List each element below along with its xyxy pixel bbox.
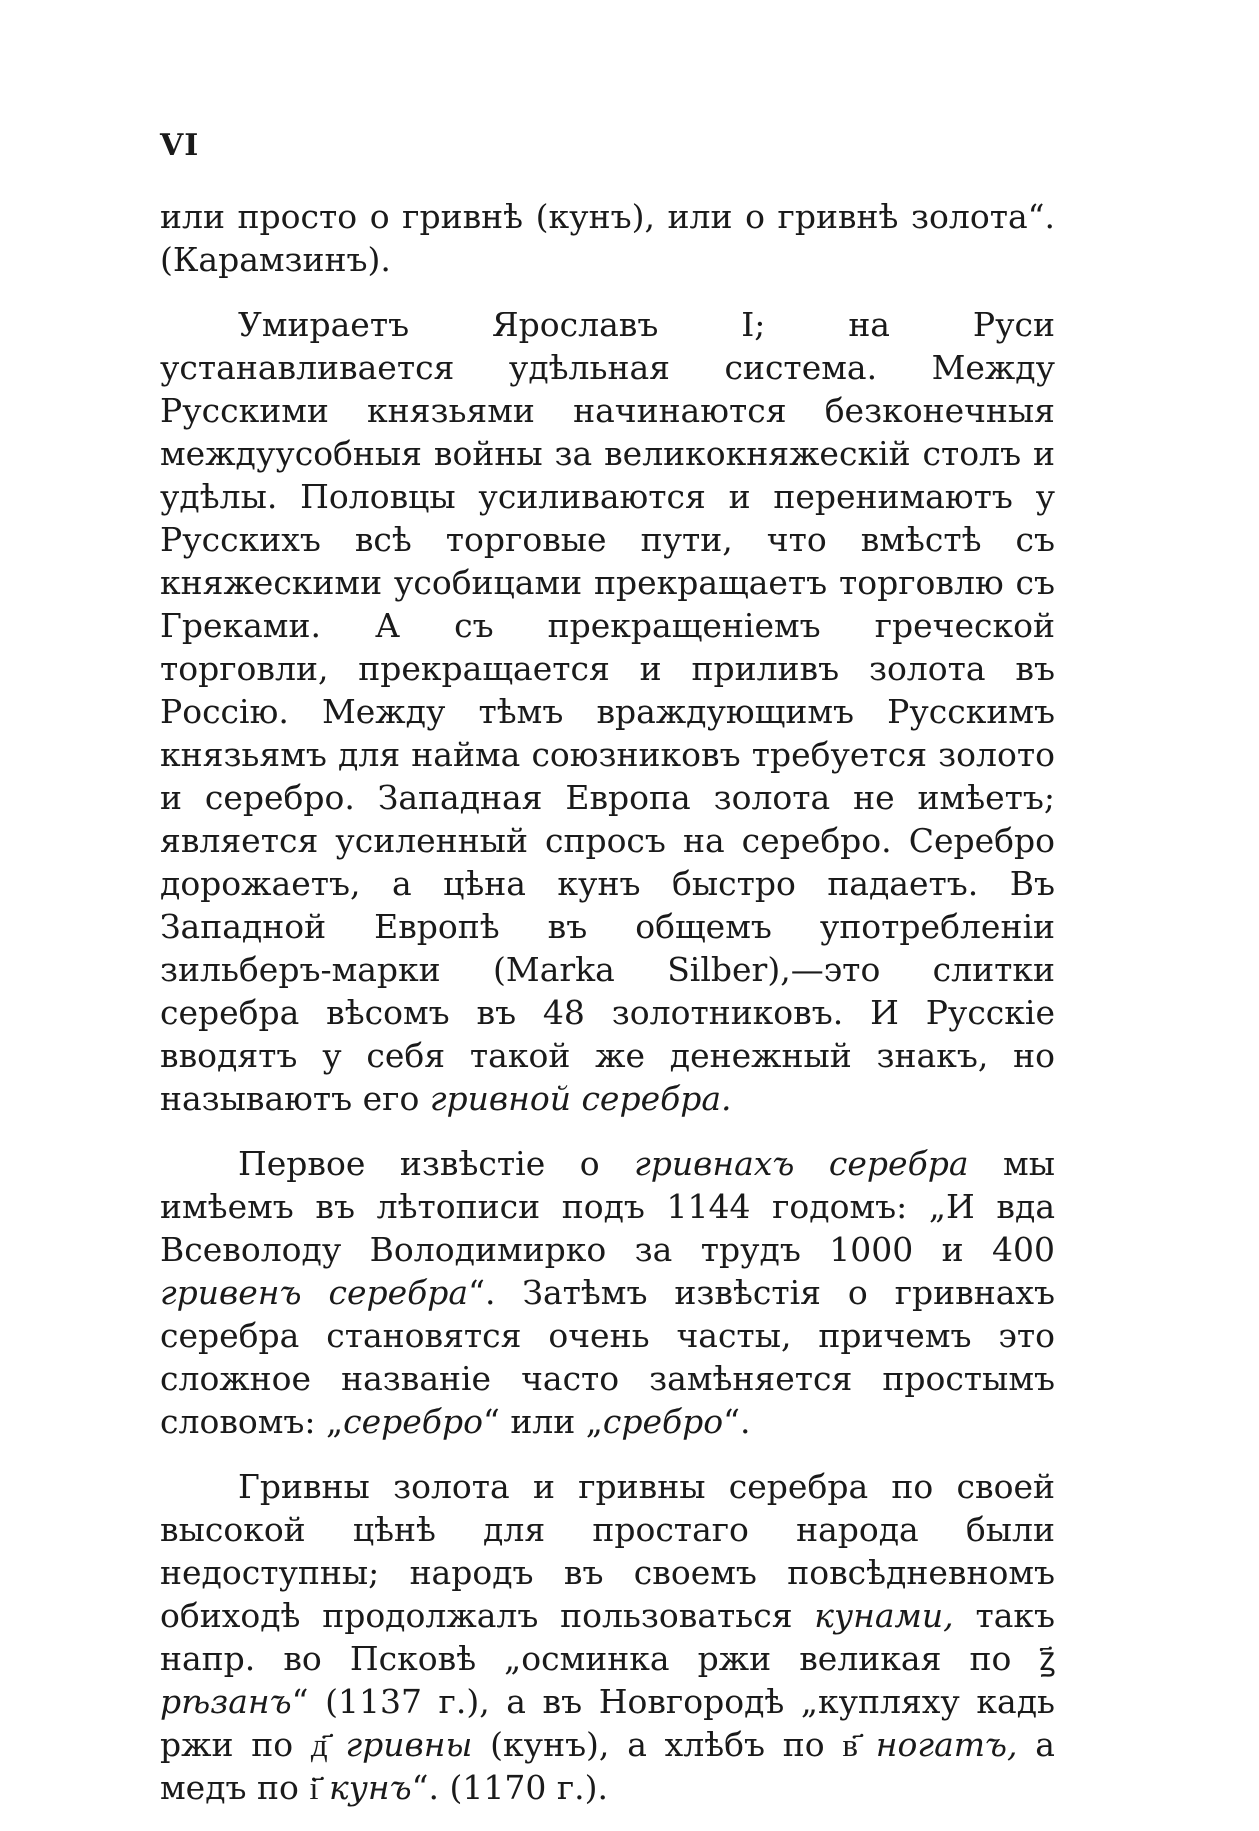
text-run: такъ напр. во Псковѣ „осминка ржи великая по bbox=[160, 1596, 1055, 1678]
text-run: в҃ bbox=[842, 1725, 859, 1764]
text-run bbox=[328, 1725, 346, 1764]
text-run: “ или „ bbox=[482, 1402, 603, 1441]
paragraph-1 bbox=[160, 303, 1055, 1120]
paragraph-3 bbox=[160, 1465, 1055, 1809]
text-run: і҃ bbox=[309, 1768, 319, 1807]
text-run: д҃ bbox=[310, 1725, 328, 1764]
text-run: Гривны золота и гривны серебра по своей высокой цѣнѣ для простаго народа были недоступны; народъ въ своемъ повсѣдневномъ обиходѣ продолжалъ пользоваться bbox=[160, 1467, 1055, 1635]
text-run bbox=[319, 1768, 330, 1807]
italic-text: кунами, bbox=[814, 1596, 954, 1635]
body-text bbox=[160, 195, 1055, 1831]
text-run bbox=[858, 1725, 876, 1764]
text-run: Первое извѣстіе о bbox=[238, 1144, 635, 1183]
italic-text: гривнахъ серебра bbox=[634, 1144, 969, 1183]
text-run: ꙁ҃ bbox=[1039, 1639, 1055, 1678]
paragraph-2 bbox=[160, 1142, 1055, 1443]
text-run: мы имѣемъ въ лѣтописи подъ 1144 годомъ: „И вда Всеволоду Володимирко за трудъ 1000 и 400 bbox=[160, 1144, 1055, 1269]
italic-text: кунъ bbox=[329, 1768, 412, 1807]
italic-text: гривны bbox=[345, 1725, 473, 1764]
italic-text: рѣзанъ bbox=[160, 1682, 292, 1721]
italic-text: сребро bbox=[602, 1402, 724, 1441]
italic-text: серебро bbox=[343, 1402, 483, 1441]
text-run: “. (1170 г.). bbox=[411, 1768, 608, 1807]
text-run: (кунъ), а хлѣбъ по bbox=[472, 1725, 843, 1764]
italic-text: ногатъ, bbox=[875, 1725, 1018, 1764]
text-run: Умираетъ Ярославъ I; на Руси устанавливается удѣльная система. Между Русскими князьями начинаются безконечныя междуусобныя войны за великокняжескій столъ и удѣлы. Половцы усиливаются и перенимаютъ у Русскихъ всѣ торговые пути, что вмѣстѣ съ княжескими усобицами прекращаетъ торговлю съ Греками. А съ прекращеніемъ греческой торговли, прекращается и приливъ золота въ Россію. Между тѣмъ враждующимъ Русскимъ князьямъ для найма союзниковъ требуется золото и серебро. Западная Европа золота не имѣетъ; является усиленный спросъ на серебро. Серебро дорожаетъ, а цѣна кунъ быстро падаетъ. Въ Западной Европѣ въ общемъ употребленіи зильберъ-марки (Marka Silber),—это слитки серебра вѣсомъ въ 48 золотниковъ. И Русскіе вводятъ у себя такой же денежный знакъ, но называютъ его bbox=[160, 305, 1055, 1118]
italic-text: гривной серебра. bbox=[429, 1079, 732, 1118]
page-number: VI bbox=[160, 128, 200, 163]
text-run: “. Затѣмъ извѣстія о гривнахъ серебра становятся очень часты, причемъ это сложное названіе часто замѣняется простымъ словомъ: „ bbox=[160, 1273, 1055, 1441]
paragraph-0 bbox=[160, 195, 1055, 281]
text-run: а медъ по bbox=[160, 1725, 1055, 1807]
text-run: или просто о гривнѣ (кунъ), или о гривнѣ золота“. (Карамзинъ). bbox=[160, 197, 1055, 279]
text-run: “ (1137 г.), а въ Новгородѣ „купляху кадь ржи по bbox=[160, 1682, 1055, 1764]
text-run: “. bbox=[723, 1402, 751, 1441]
italic-text: гривенъ серебра bbox=[160, 1273, 469, 1312]
